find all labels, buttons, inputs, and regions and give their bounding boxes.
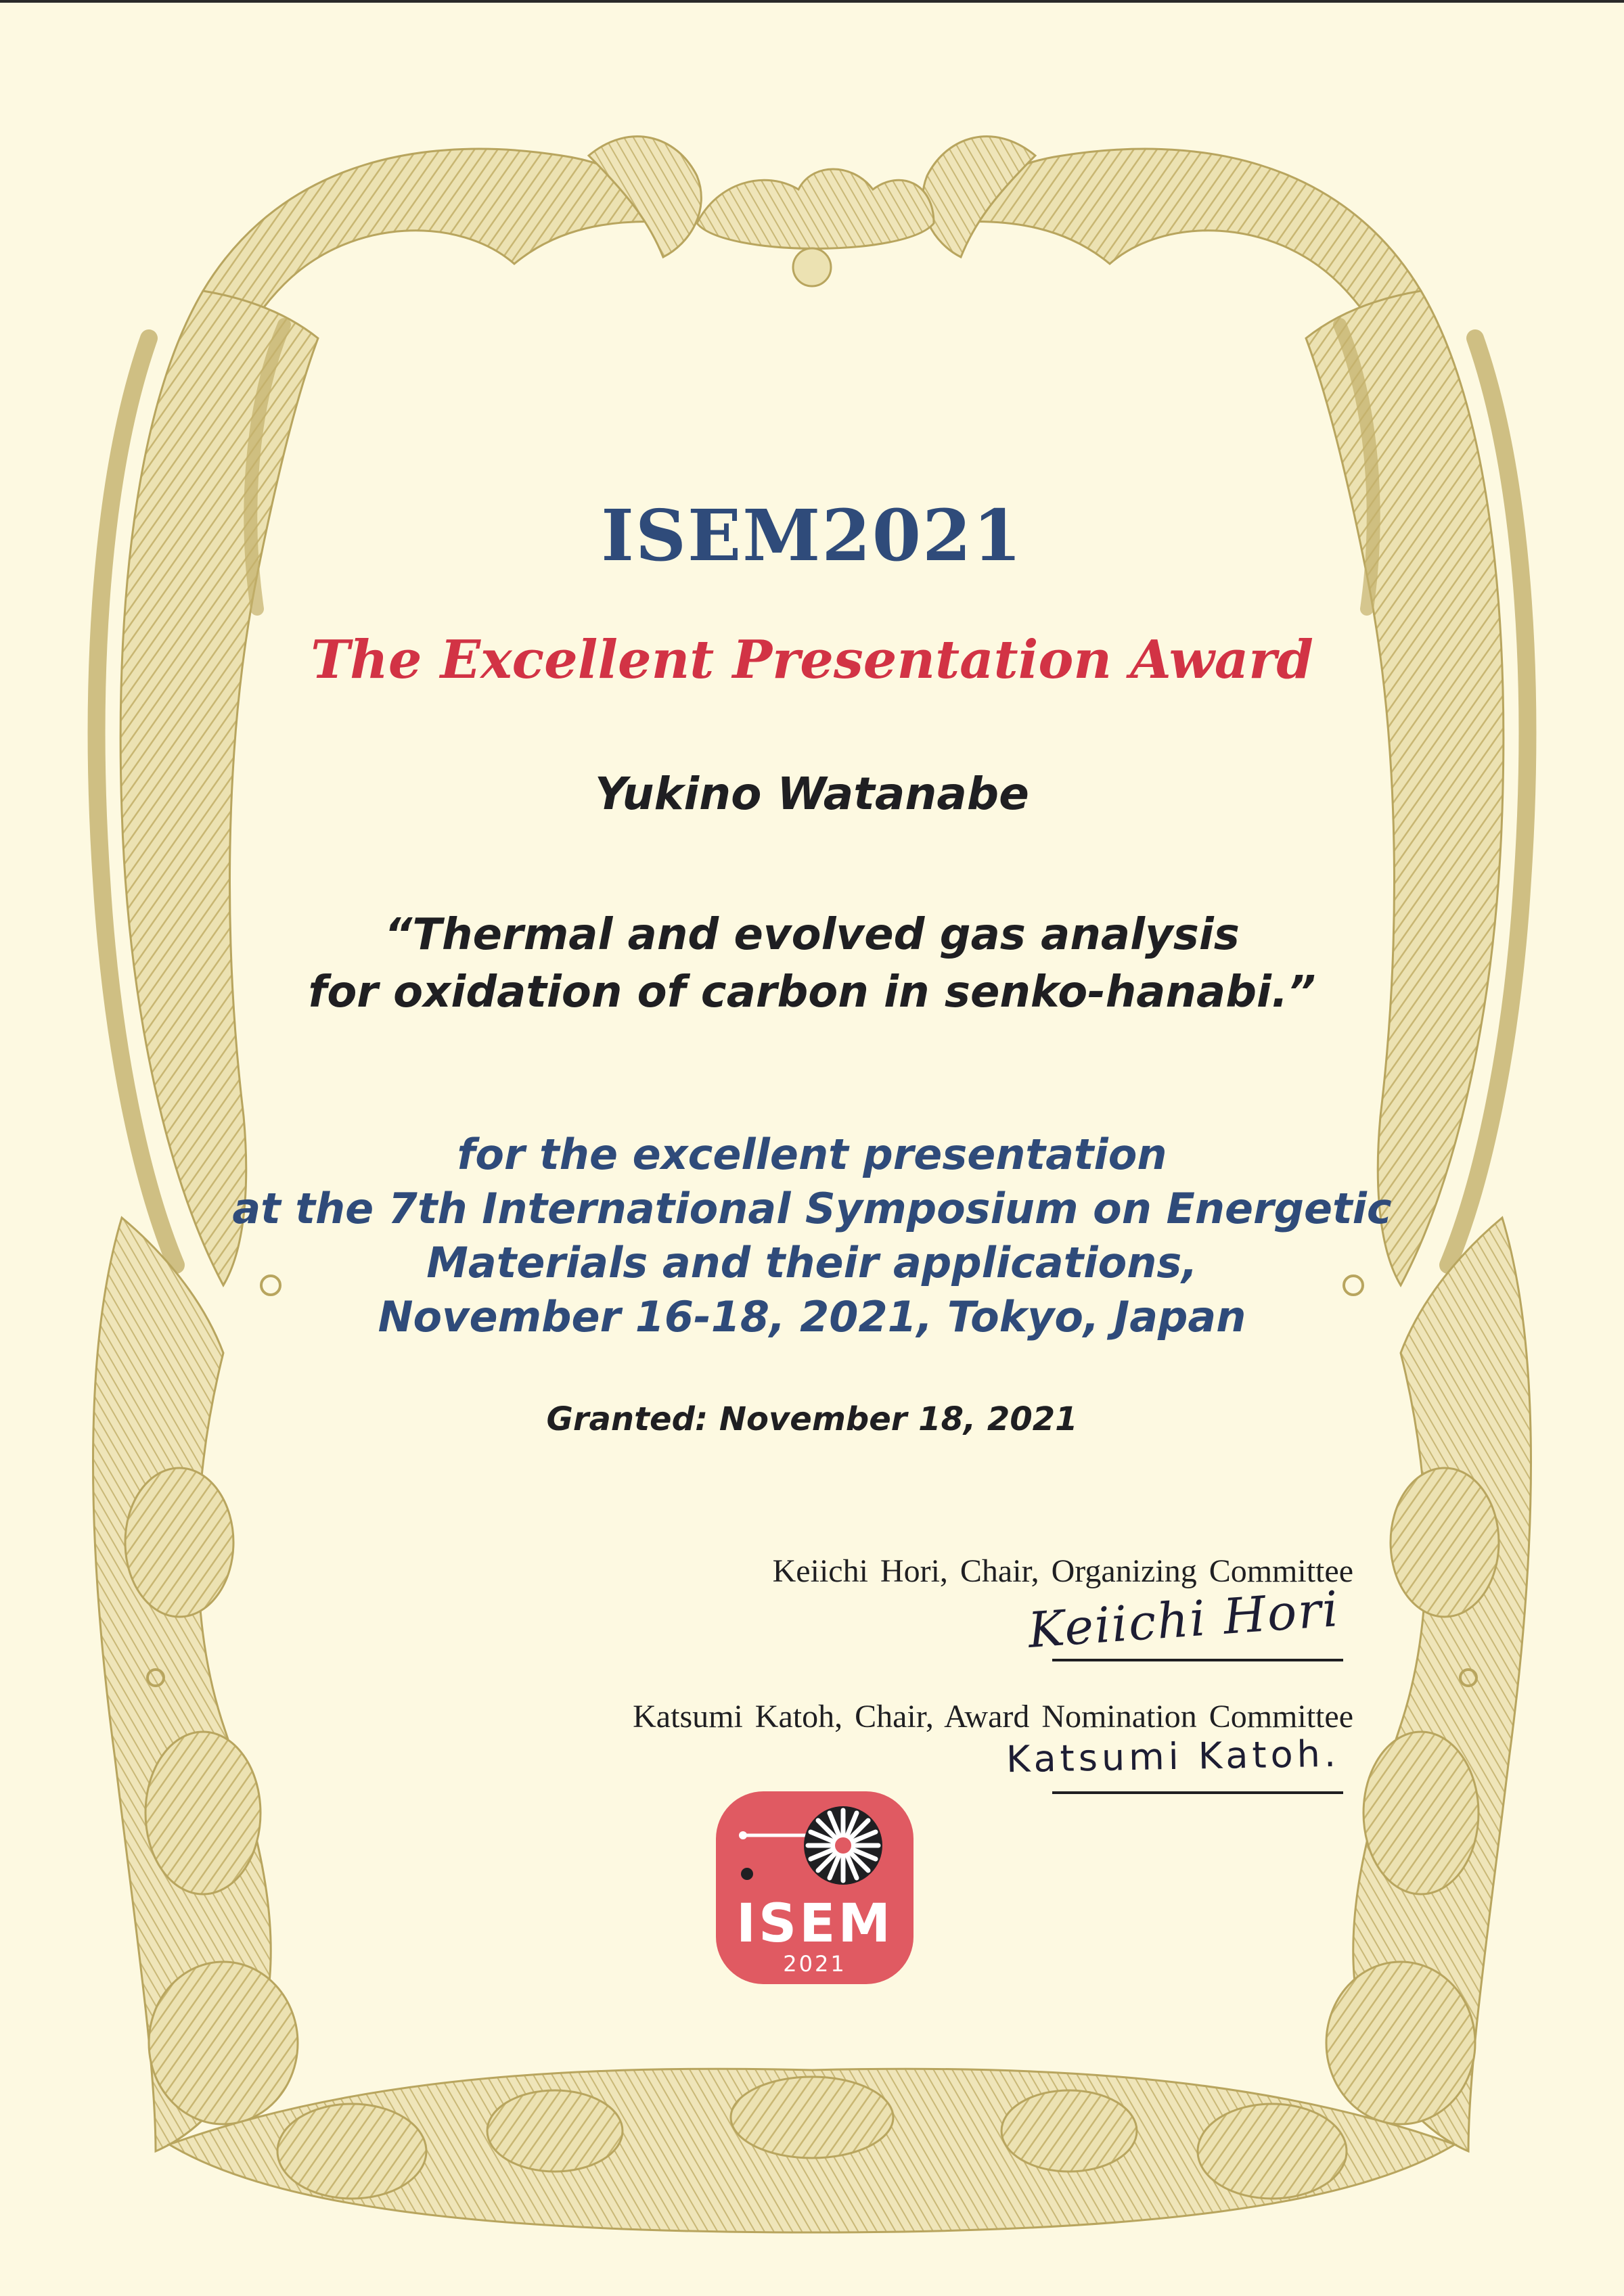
description-line2: at the 7th International Symposium on Energetic bbox=[232, 1184, 1392, 1233]
signature-award-chair: Katsumi Katoh. bbox=[1006, 1732, 1340, 1781]
description-line4: November 16-18, 2021, Tokyo, Japan bbox=[378, 1292, 1246, 1341]
isem-logo bbox=[716, 1791, 914, 1984]
signatory-award-chair: Katsumi Katoh, Chair, Award Nomination Committee bbox=[633, 1699, 1353, 1735]
cloud-ornament bbox=[697, 169, 934, 249]
signature-line bbox=[1052, 1659, 1343, 1661]
presentation-title-line1: “Thermal and evolved gas analysis bbox=[384, 910, 1240, 960]
sparkle-icon bbox=[804, 1806, 882, 1885]
signature-organizing-chair: Keiichi Hori bbox=[1026, 1580, 1342, 1659]
description-line3: Materials and their applications, bbox=[426, 1238, 1198, 1287]
award-name: The Excellent Presentation Award bbox=[311, 629, 1313, 691]
signature-line bbox=[1052, 1791, 1343, 1794]
logo-year: 2021 bbox=[783, 1951, 847, 1977]
description-line1: for the excellent presentation bbox=[457, 1130, 1167, 1179]
recipient-name: Yukino Watanabe bbox=[595, 768, 1029, 820]
granted-date: Granted: November 18, 2021 bbox=[546, 1400, 1078, 1438]
presentation-title-line2: for oxidation of carbon in senko-hanabi.” bbox=[308, 967, 1316, 1017]
logo-dot bbox=[741, 1868, 753, 1880]
signatory-organizing-chair: Keiichi Hori, Chair, Organizing Committee bbox=[772, 1553, 1353, 1589]
logo-text: ISEM bbox=[736, 1893, 894, 1954]
event-title: ISEM2021 bbox=[601, 494, 1023, 577]
